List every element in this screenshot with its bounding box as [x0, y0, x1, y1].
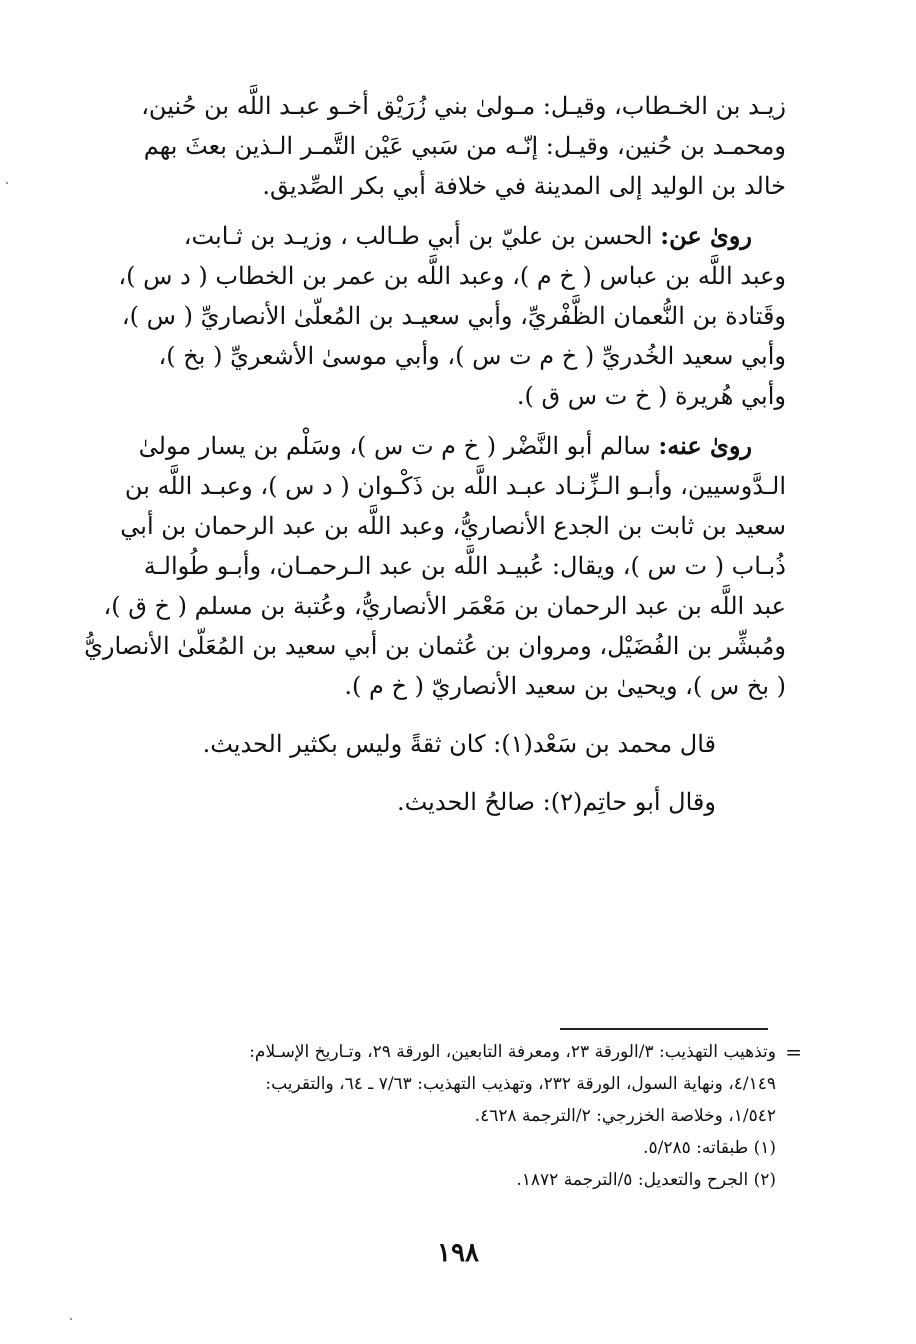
footnote-1: (١) طبقاته: ٥/٢٨٥.	[643, 1138, 776, 1158]
text-line: وعبد اللَّه بن عباس ( خ م )، وعبد اللَّه بن عمر بن الخطاب ( د س )،	[118, 262, 786, 290]
main-text	[72, 86, 786, 838]
quote-abu-hatim: وقال أبو حاتِم(٢): صالحُ الحديث.	[396, 788, 716, 816]
text-line: ذُبـاب ( ت س )، ويقال: عُبيـد اللَّه بن عبد الـرحمـان، وأبـو طُوالـة	[143, 552, 786, 580]
text-line: زيـد بن الخـطاب، وقيـل: مـولىٰ بني زُرَيْق أخـو عبـد اللَّه بن حُنين،	[141, 92, 786, 120]
quote-ibn-sad: قال محمد بن سَعْد(١): كان ثقةً وليس بكثير الحديث.	[202, 730, 716, 758]
text-line: ومحمـد بن حُنين، وقيـل: إنّـه من سَبي عَيْن التَّمـر الـذين بعثَ بهم	[143, 132, 786, 160]
text-line: وأبي سعيد الخُدريِّ ( خ م ت س )، وأبي موسىٰ الأشعريِّ ( بخ )،	[158, 342, 786, 370]
text-line: خالد بن الوليد إلى المدينة في خلافة أبي بكر الصِّديق.	[262, 172, 786, 200]
text-line: سعيد بن ثابت بن الجدع الأنصاريُّ، وعبد اللَّه بن عبد الرحمان بن أبي	[120, 512, 786, 540]
text-line: ومُبشِّر بن الفُضَيْل، ومروان بن عُثمان بن أبي سعيد بن المُعَلّىٰ الأنصاريُّ	[84, 632, 786, 660]
text-segment: سالم أبو النَّضْر ( خ م ت س )، وسَلْم بن يسار مولىٰ	[138, 432, 659, 460]
text-line: وقَتادة بن النُّعمان الظَّفْريِّ، وأبي سعيـد بن المُعلّىٰ الأنصاريِّ ( س )،	[121, 302, 786, 330]
footnote-line: وتذهيب التهذيب: ٣/الورقة ٢٣، ومعرفة التابعين، الورقة ٢٩، وتـاريخ الإسـلام:	[249, 1042, 776, 1062]
footnote-2: (٢) الجرح والتعديل: ٥/الترجمة ١٨٧٢.	[516, 1170, 776, 1190]
footnote-separator	[560, 1028, 768, 1030]
text-line: وأبي هُريرة ( خ ت س ق ).	[516, 382, 786, 410]
text-line: ( بخ س )، ويحيىٰ بن سعيد الأنصاريّ ( خ م ).	[344, 672, 786, 700]
continuation-mark: =	[785, 1040, 802, 1064]
text-line	[72, 216, 786, 256]
section-label: روىٰ عنه:	[658, 431, 752, 460]
scan-speck	[70, 1318, 72, 1320]
text-line: عبد اللَّه بن عبد الرحمان بن مَعْمَر الأنصاريُّ، وعُتبة بن مسلم ( خ ق )،	[103, 592, 786, 620]
paragraph-intro	[72, 86, 786, 206]
page-number: ١٩٨	[437, 1238, 479, 1268]
footnotes	[70, 1036, 802, 1196]
paragraph-narrated-by	[72, 426, 786, 706]
scan-speck	[6, 182, 8, 184]
footnote-line: ٤/١٤٩، ونهاية السول، الورقة ٢٣٢، وتهذيب التهذيب: ٧/٦٣ ـ ٦٤، والتقريب:	[265, 1074, 776, 1094]
text-line	[72, 426, 786, 466]
section-label: روىٰ عن:	[660, 221, 752, 250]
text-line: الـدَّوسيين، وأبـو الـزِّنـاد عبـد اللَّه بن ذَكْـوان ( د س )، وعبـد اللَّه بن	[124, 472, 786, 500]
paragraph-narrated-from	[72, 216, 786, 416]
footnote-line: ١/٥٤٢، وخلاصة الخزرجي: ٢/الترجمة ٤٦٢٨.	[474, 1106, 776, 1126]
text-segment: الحسن بن عليّ بن أبي طـالب ، وزيـد بن ثـابت،	[183, 222, 661, 250]
